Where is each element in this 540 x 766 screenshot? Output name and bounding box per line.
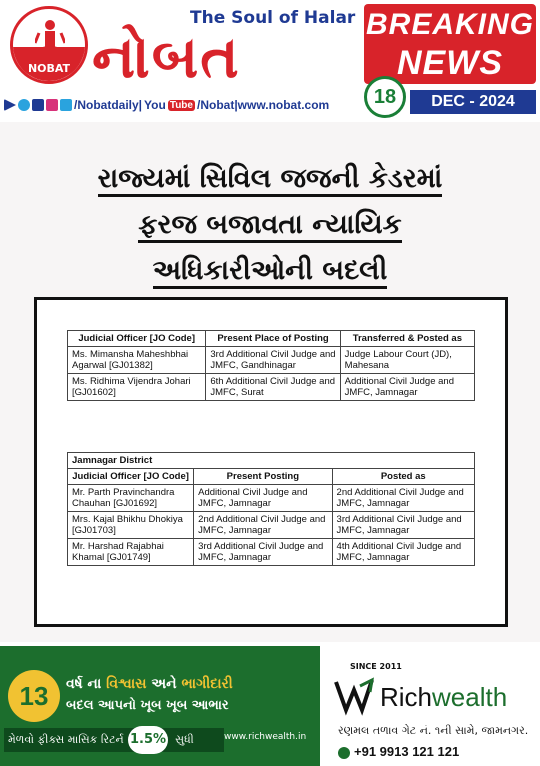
ad-text-highlight: ભાગીદારી: [181, 676, 233, 692]
nobat-logo: [10, 6, 88, 84]
table-cell: Mrs. Kajal Bhikhu Dhokiya [GJ01703]: [68, 512, 194, 539]
district-table: [67, 452, 475, 566]
return-tail: સુધી: [175, 733, 194, 746]
breaking-label: BREAKING: [365, 8, 534, 41]
brand-phone[interactable]: [338, 744, 459, 759]
table-cell: Additional Civil Judge and JMFC, Jamnagar: [340, 374, 474, 401]
phone-icon: [338, 747, 350, 759]
ad-url-link[interactable]: www.richwealth.in: [224, 732, 307, 742]
phone-number[interactable]: +91 9913 121 121: [354, 744, 460, 759]
table-cell: Additional Civil Judge and JMFC, Jamnagar: [194, 485, 332, 512]
brand-name: [380, 682, 507, 713]
table-cell: 4th Additional Civil Judge and JMFC, Jamnagar: [332, 539, 474, 566]
youtube-label[interactable]: You: [144, 98, 166, 112]
district-row: [68, 453, 475, 469]
tagline: The Soul of Halar: [190, 8, 356, 28]
telegram-icon[interactable]: [18, 99, 30, 111]
news-label: NEWS: [397, 44, 503, 82]
table-cell: 3rd Additional Civil Judge and JMFC, Jamnagar: [194, 539, 332, 566]
table-cell: Ms. Mimansha Maheshbhai Agarwal [GJ01382]: [68, 347, 206, 374]
return-text: મેળવો ફીક્સ માસિક રિટર્ન: [8, 733, 124, 746]
ad-text: વર્ષ ના: [66, 676, 102, 692]
play-icon[interactable]: [4, 99, 16, 111]
masthead-title: નોબત: [92, 23, 241, 91]
issue-month-year: DEC - 2024: [410, 90, 536, 114]
richwealth-logo-icon: [334, 676, 374, 716]
col-header: Posted as: [332, 469, 474, 485]
brand-address: રણમલ તળાવ ગેટ નં. ૧ની સામે, જામનગર.: [338, 724, 529, 737]
logo-text: NOBAT: [27, 62, 71, 75]
ad-banner-green: [0, 646, 320, 766]
table-row: [68, 539, 475, 566]
masthead-header: [0, 0, 540, 118]
article-area: [0, 122, 540, 642]
document-image: [34, 297, 508, 627]
col-header: Present Place of Posting: [206, 331, 340, 347]
headline-line-1: રાજ્યમાં સિવિલ જજની કેડરમાં: [98, 163, 443, 197]
headline-line-3: અધિકારીઓની બદલી: [153, 255, 388, 289]
table-row: [68, 512, 475, 539]
instagram-icon[interactable]: [46, 99, 58, 111]
table-cell: Mr. Parth Pravinchandra Chauhan [GJ01692]: [68, 485, 194, 512]
article-headline: [20, 156, 520, 294]
table-cell: Mr. Harshad Rajabhai Khamal [GJ01749]: [68, 539, 194, 566]
youtube-icon[interactable]: Tube: [169, 99, 193, 111]
table-cell: Ms. Ridhima Vijendra Johari [GJ01602]: [68, 374, 206, 401]
issue-day: 18: [364, 76, 406, 118]
ad-text: અને: [151, 676, 177, 692]
breaking-news-banner: [364, 4, 536, 84]
table-header-row: [68, 331, 475, 347]
table-cell: 3rd Additional Civil Judge and JMFC, Jamnagar: [332, 512, 474, 539]
col-header: Judicial Officer [JO Code]: [68, 469, 194, 485]
social-handle[interactable]: /Nobatdaily|: [74, 98, 143, 112]
col-header: Present Posting: [194, 469, 332, 485]
table-row: [68, 347, 475, 374]
social-links: [4, 98, 329, 112]
col-header: Judicial Officer [JO Code]: [68, 331, 206, 347]
table-cell: 2nd Additional Civil Judge and JMFC, Jamnagar: [332, 485, 474, 512]
richwealth-advertisement[interactable]: [0, 646, 540, 766]
table-row: [68, 374, 475, 401]
district-title: Jamnagar District: [68, 453, 475, 469]
ad-line-1: [66, 676, 233, 692]
table-cell: 6th Additional Civil Judge and JMFC, Surat: [206, 374, 340, 401]
ad-return-label: [4, 728, 224, 752]
table-cell: 3rd Additional Civil Judge and JMFC, Gandhinagar: [206, 347, 340, 374]
table-cell: 2nd Additional Civil Judge and JMFC, Jamnagar: [194, 512, 332, 539]
table-header-row: [68, 469, 475, 485]
facebook-icon[interactable]: [32, 99, 44, 111]
headline-line-2: ફરજ બજાવતા ન્યાયિક: [138, 209, 402, 243]
transfer-table: [67, 330, 475, 401]
ad-text-highlight: વિશ્વાસ: [106, 676, 147, 692]
since-label: SINCE 2011: [350, 662, 402, 671]
twitter-icon[interactable]: [60, 99, 72, 111]
table-row: [68, 485, 475, 512]
brand-part-1: Rich: [380, 682, 433, 712]
ad-line-2: બદલ આપનો ખૂબ ખૂબ આભાર: [66, 698, 229, 713]
rate-badge: 1.5%: [128, 726, 168, 754]
website-link[interactable]: /Nobat|www.nobat.com: [196, 98, 330, 112]
years-badge: 13: [8, 670, 60, 722]
col-header: Transferred & Posted as: [340, 331, 474, 347]
table-cell: Judge Labour Court (JD), Mahesana: [340, 347, 474, 374]
brand-part-2: wealth: [432, 682, 508, 712]
